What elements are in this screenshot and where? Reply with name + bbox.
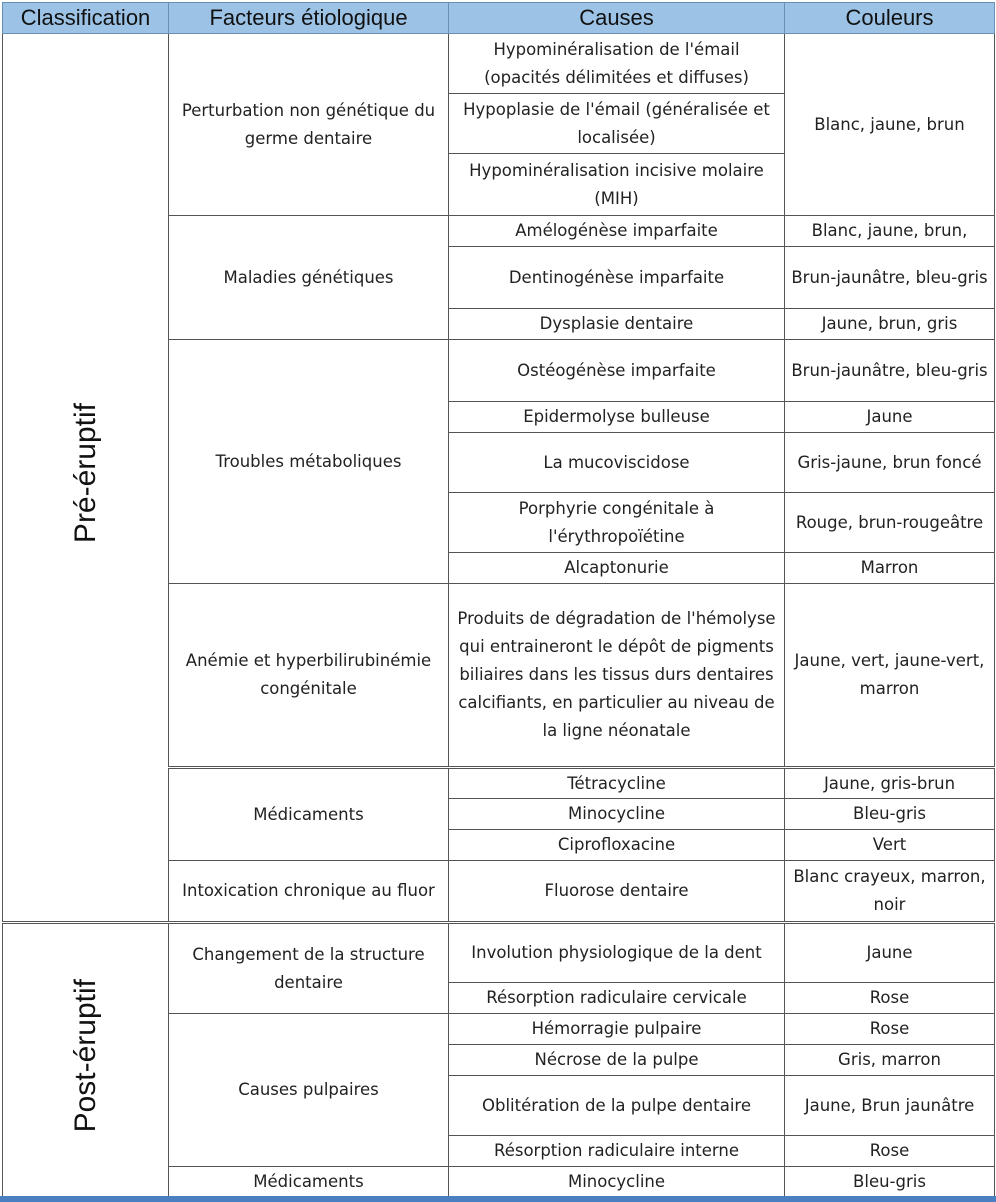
bottom-border-bar xyxy=(0,1196,996,1202)
classification-pre-label: Pré-éruptif xyxy=(68,402,102,544)
cause-cell: La mucoviscidose xyxy=(449,433,785,493)
cause-cell: Amélogénèse imparfaite xyxy=(449,216,785,247)
color-cell: Blanc crayeux, marron, noir xyxy=(785,861,995,923)
color-cell: Blanc, jaune, brun, xyxy=(785,216,995,247)
factor-cell: Perturbation non génétique du germe dentaire xyxy=(169,34,449,216)
color-cell: Gris-jaune, brun foncé xyxy=(785,433,995,493)
cause-cell: Nécrose de la pulpe xyxy=(449,1045,785,1076)
cause-cell: Hypominéralisation incisive molaire (MIH) xyxy=(449,154,785,216)
header-classification: Classification xyxy=(3,3,169,34)
color-cell: Jaune xyxy=(785,402,995,433)
color-cell: Jaune xyxy=(785,923,995,983)
cause-cell: Epidermolyse bulleuse xyxy=(449,402,785,433)
cause-cell: Oblitération de la pulpe dentaire xyxy=(449,1076,785,1136)
color-cell: Jaune, Brun jaunâtre xyxy=(785,1076,995,1136)
cause-cell: Dentinogénèse imparfaite xyxy=(449,247,785,309)
factor-cell: Intoxication chronique au fluor xyxy=(169,861,449,923)
cause-cell: Alcaptonurie xyxy=(449,553,785,584)
cause-cell: Hémorragie pulpaire xyxy=(449,1014,785,1045)
header-factors: Facteurs étiologique xyxy=(169,3,449,34)
cause-cell: Tétracycline xyxy=(449,768,785,799)
color-cell: Bleu-gris xyxy=(785,1167,995,1198)
header-causes: Causes xyxy=(449,3,785,34)
table-container xyxy=(2,2,994,1198)
color-cell: Rouge, brun-rougeâtre xyxy=(785,493,995,553)
classification-cell-pre xyxy=(3,34,169,923)
cause-cell: Résorption radiculaire cervicale xyxy=(449,983,785,1014)
factor-cell: Changement de la structure dentaire xyxy=(169,923,449,1014)
factor-cell: Troubles métaboliques xyxy=(169,340,449,584)
cause-cell: Porphyrie congénitale à l'érythropoïétine xyxy=(449,493,785,553)
color-cell: Brun-jaunâtre, bleu-gris xyxy=(785,247,995,309)
color-cell: Blanc, jaune, brun xyxy=(785,34,995,216)
cause-cell: Involution physiologique de la dent xyxy=(449,923,785,983)
cause-cell: Hypoplasie de l'émail (généralisée et localisée) xyxy=(449,94,785,154)
factor-cell: Anémie et hyperbilirubinémie congénitale xyxy=(169,584,449,768)
factor-cell: Causes pulpaires xyxy=(169,1014,449,1167)
color-cell: Vert xyxy=(785,830,995,861)
classification-post-label: Post-éruptif xyxy=(68,979,102,1133)
factor-cell: Médicaments xyxy=(169,1167,449,1198)
color-cell: Jaune, gris-brun xyxy=(785,768,995,799)
cause-cell: Ciprofloxacine xyxy=(449,830,785,861)
cause-cell: Minocycline xyxy=(449,1167,785,1198)
cause-cell: Minocycline xyxy=(449,799,785,830)
color-cell: Rose xyxy=(785,1136,995,1167)
color-cell: Gris, marron xyxy=(785,1045,995,1076)
table-row xyxy=(3,923,995,983)
cause-cell: Résorption radiculaire interne xyxy=(449,1136,785,1167)
table-row xyxy=(3,34,995,94)
header-row xyxy=(3,3,995,34)
color-cell: Jaune, vert, jaune-vert, marron xyxy=(785,584,995,768)
cause-cell: Dysplasie dentaire xyxy=(449,309,785,340)
color-cell: Rose xyxy=(785,1014,995,1045)
cause-cell: Produits de dégradation de l'hémolyse qui entraineront le dépôt de pigments biliaires dans les tissus durs dentaires calcifiants, en particulier au niveau de la ligne néonatale xyxy=(449,584,785,768)
color-cell: Rose xyxy=(785,983,995,1014)
cause-cell: Ostéogénèse imparfaite xyxy=(449,340,785,402)
classification-cell-post xyxy=(3,923,169,1198)
factor-cell: Médicaments xyxy=(169,768,449,861)
color-cell: Brun-jaunâtre, bleu-gris xyxy=(785,340,995,402)
cause-cell: Fluorose dentaire xyxy=(449,861,785,923)
header-colors: Couleurs xyxy=(785,3,995,34)
color-cell: Bleu-gris xyxy=(785,799,995,830)
etiology-color-table xyxy=(2,2,995,1198)
factor-cell: Maladies génétiques xyxy=(169,216,449,340)
cause-cell: Hypominéralisation de l'émail (opacités délimitées et diffuses) xyxy=(449,34,785,94)
color-cell: Marron xyxy=(785,553,995,584)
color-cell: Jaune, brun, gris xyxy=(785,309,995,340)
